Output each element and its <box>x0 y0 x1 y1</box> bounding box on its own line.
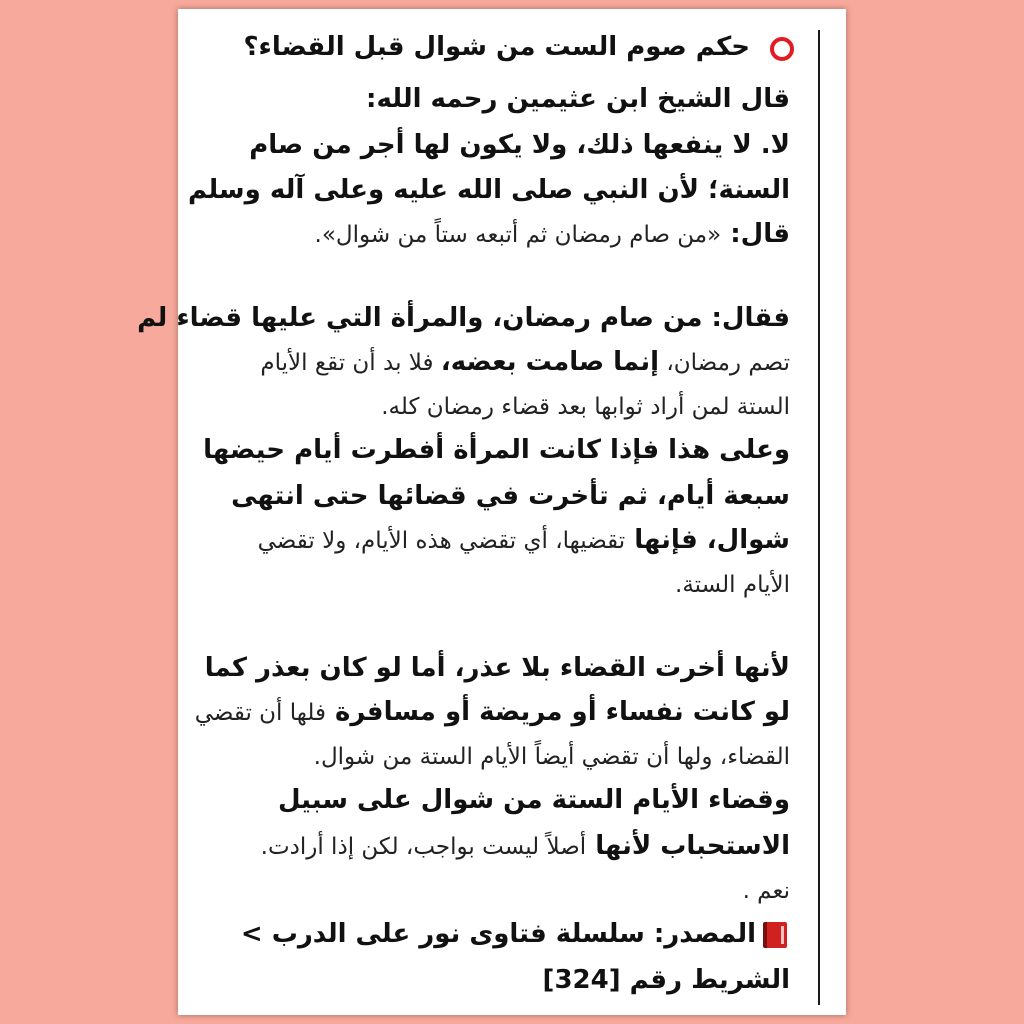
bold-text: قال: <box>721 219 790 249</box>
bold-text: قال الشيخ ابن عثيمين رحمه الله: <box>366 84 790 114</box>
bold-text: شوال، فإنها <box>625 525 790 555</box>
text-line <box>243 27 750 67</box>
text-line <box>315 214 790 255</box>
text-line <box>195 692 790 733</box>
text-line <box>543 960 790 1000</box>
bold-text: الشريط رقم [324] <box>542 965 790 995</box>
regular-text: فلا بد أن تقع الأيام <box>260 350 441 376</box>
text-line <box>260 342 790 383</box>
bold-text: وقضاء الأيام الستة من شوال على سبيل <box>277 785 790 815</box>
text-line <box>258 520 790 561</box>
text-line <box>381 386 790 427</box>
text-line <box>241 914 756 954</box>
bold-text: حكم صوم الست من شوال قبل القضاء؟ <box>243 32 750 62</box>
regular-text: فلها أن تقضي <box>194 700 326 726</box>
regular-text: القضاء، ولها أن تقضي أيضاً الأيام الستة من شوال. <box>313 744 790 770</box>
regular-text: نعم . <box>742 878 790 904</box>
text-line <box>278 780 790 820</box>
text-line <box>261 826 790 867</box>
bold-text: لو كانت نفساء أو مريضة أو مسافرة <box>325 697 790 727</box>
bold-text: المصدر: سلسلة فتاوى نور على الدرب > <box>240 919 756 949</box>
text-line <box>743 870 790 911</box>
text-line <box>231 476 790 516</box>
text-line <box>188 170 790 210</box>
text-line <box>137 298 790 338</box>
regular-text: تقضيها، أي تقضي هذه الأيام، ولا تقضي <box>257 528 626 554</box>
bold-text: السنة؛ لأن النبي صلى الله عليه وعلى آله وسلم <box>188 175 790 205</box>
bold-text: الاستحباب لأنها <box>586 831 790 861</box>
text-line <box>366 79 790 119</box>
bold-text: سبعة أيام، ثم تأخرت في قضائها حتى انتهى <box>231 481 790 511</box>
red-book-icon <box>763 922 787 948</box>
text-line <box>675 564 790 605</box>
regular-text: تصم رمضان، <box>659 350 790 376</box>
text-line <box>314 736 790 777</box>
text-line <box>203 430 790 470</box>
bold-text: لا. لا ينفعها ذلك، ولا يكون لها أجر من صام <box>249 130 790 160</box>
red-circle-icon <box>770 37 794 61</box>
regular-text: الأيام الستة. <box>675 572 790 598</box>
vertical-rule <box>818 30 820 1005</box>
regular-text: أصلاً ليست بواجب، لكن إذا أرادت. <box>260 834 587 860</box>
bold-text: فقال: من صام رمضان، والمرأة التي عليها قضاء لم <box>137 303 790 333</box>
regular-text: «من صام رمضان ثم أتبعه ستاً من شوال». <box>314 222 722 248</box>
bold-text: لأنها أخرت القضاء بلا عذر، أما لو كان بعذر كما <box>204 653 790 683</box>
text-line <box>249 125 790 165</box>
bold-text: وعلى هذا فإذا كانت المرأة أفطرت أيام حيضها <box>203 435 790 465</box>
bold-text: إنما صامت بعضه، <box>440 347 660 377</box>
regular-text: الستة لمن أراد ثوابها بعد قضاء رمضان كله. <box>381 394 790 420</box>
text-line <box>205 648 790 688</box>
